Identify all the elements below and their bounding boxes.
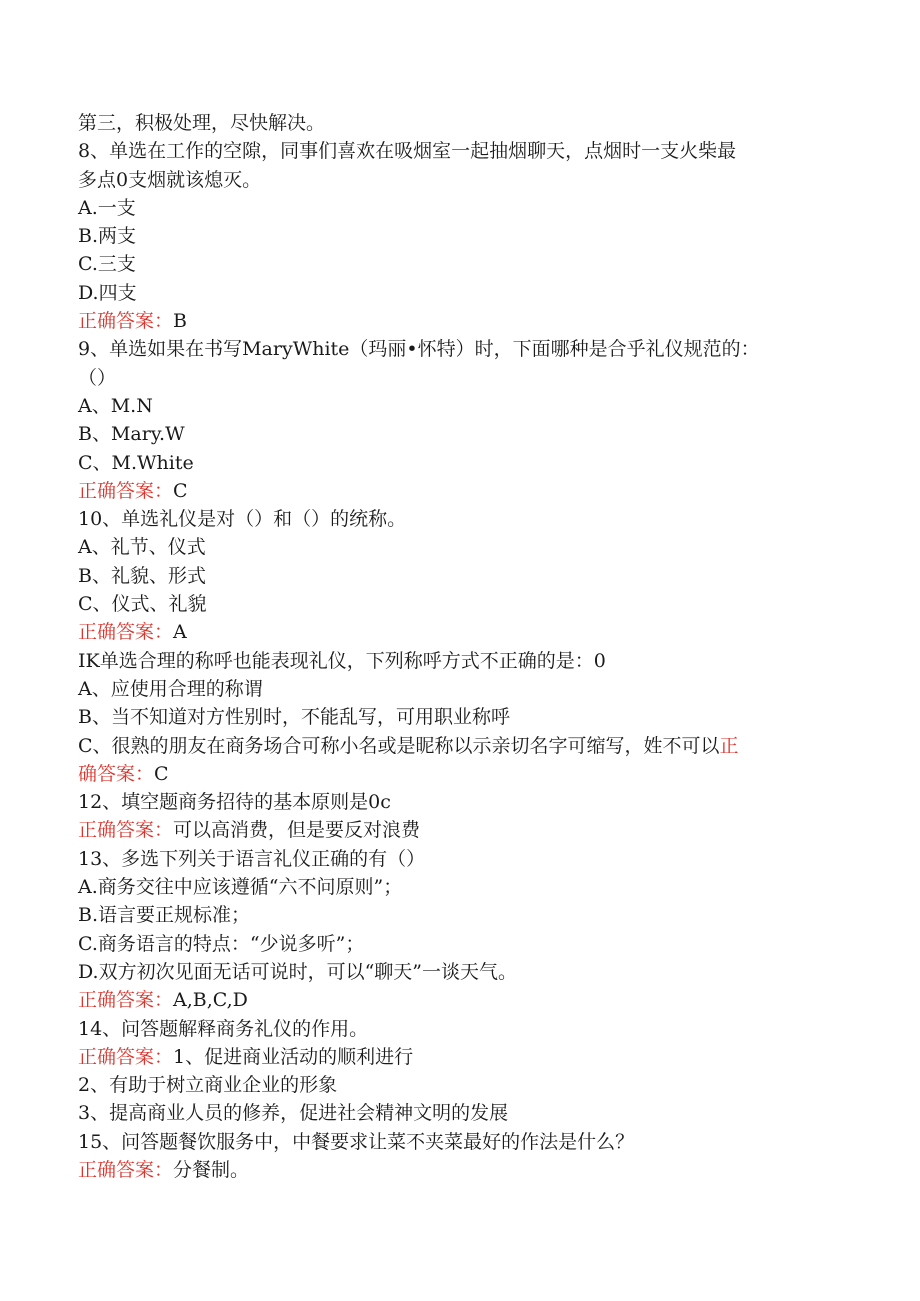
answer-label: 正确答案： [78, 1158, 174, 1181]
answer-line [78, 618, 838, 646]
option-c [78, 732, 838, 760]
option-b: B、当不知道对方性别时，不能乱写，可用职业称呼 [78, 706, 510, 729]
option-a: A.商务交往中应该遵循“六不问原则”； [78, 876, 403, 899]
answer-line [78, 1043, 838, 1071]
text-line: 第三，积极处理，尽快解决。 [78, 112, 326, 134]
question-11-stem: IK单选合理的称呼也能表现礼仪，下列称呼方式不正确的是：0 [78, 649, 606, 672]
question-13-stem: 13、多选下列关于语言礼仪正确的有（） [78, 847, 426, 870]
answer-label: 正确答案： [78, 621, 174, 644]
option-c: C、仪式、礼貌 [78, 593, 207, 616]
option-b: B、礼貌、形式 [78, 564, 206, 587]
document-page [78, 109, 838, 1184]
answer-value: 分餐制。 [173, 1158, 250, 1181]
question-9-stem-cont: （） [78, 366, 117, 389]
answer-line [78, 477, 838, 505]
answer-label-start: 正 [719, 734, 739, 757]
answer-label: 确答案： [78, 762, 155, 785]
answer-line [78, 816, 838, 844]
option-a: A、M.N [78, 394, 153, 417]
answer-value: 可以高消费，但是要反对浪费 [173, 819, 421, 842]
answer-label: 正确答案： [78, 479, 174, 502]
question-14-stem: 14、问答题解释商务礼仪的作用。 [78, 1017, 369, 1040]
option-d: D.四支 [78, 281, 137, 304]
answer-value: B [173, 310, 187, 333]
question-8-stem: 8、单选在工作的空隙，同事们喜欢在吸烟室一起抽烟聊天，点烟时一支火柴最 [78, 140, 737, 163]
option-c-text: C、很熟的朋友在商务场合可称小名或是昵称以示亲切名字可缩写，姓不可以 [78, 734, 720, 757]
answer-value: A [173, 621, 187, 644]
answer-label: 正确答案： [78, 819, 174, 842]
answer-label: 正确答案： [78, 989, 174, 1012]
answer-line [78, 1156, 838, 1184]
question-9-stem: 9、单选如果在书写MaryWhite（玛丽•怀特）时，下面哪种是合乎礼仪规范的： [78, 338, 760, 361]
option-a: A、礼节、仪式 [78, 536, 206, 559]
answer-value: A,B,C,D [173, 989, 248, 1012]
answer-cont: 2、有助于树立商业企业的形象 [78, 1074, 338, 1097]
answer-line [78, 986, 838, 1014]
answer-label: 正确答案： [78, 1045, 174, 1068]
option-c: C、M.White [78, 451, 194, 474]
answer-value: C [173, 479, 188, 502]
question-12-stem: 12、填空题商务招待的基本原则是0c [78, 791, 391, 814]
question-15-stem: 15、问答题餐饮服务中，中餐要求让菜不夹菜最好的作法是什么？ [78, 1130, 635, 1153]
answer-value: C [154, 762, 169, 785]
option-a: A.一支 [78, 196, 136, 219]
option-d: D.双方初次见面无话可说时，可以“聊天”一谈天气。 [78, 960, 518, 983]
answer-cont: 3、提高商业人员的修养，促进社会精神文明的发展 [78, 1102, 509, 1125]
option-b: B.两支 [78, 225, 137, 248]
answer-label: 正确答案： [78, 310, 174, 333]
question-10-stem: 10、单选礼仪是对（）和（）的统称。 [78, 508, 407, 531]
option-b: B、Mary.W [78, 423, 185, 446]
answer-line [78, 307, 838, 335]
question-8-stem-cont: 多点0支烟就该熄灭。 [78, 168, 262, 191]
option-b: B.语言要正规标准； [78, 904, 251, 927]
option-a: A、应使用合理的称谓 [78, 677, 263, 700]
answer-value: 1、促进商业活动的顺利进行 [173, 1045, 414, 1068]
answer-line [78, 760, 838, 788]
option-c: C.三支 [78, 253, 136, 276]
option-c: C.商务语言的特点：“少说多听”； [78, 932, 365, 955]
